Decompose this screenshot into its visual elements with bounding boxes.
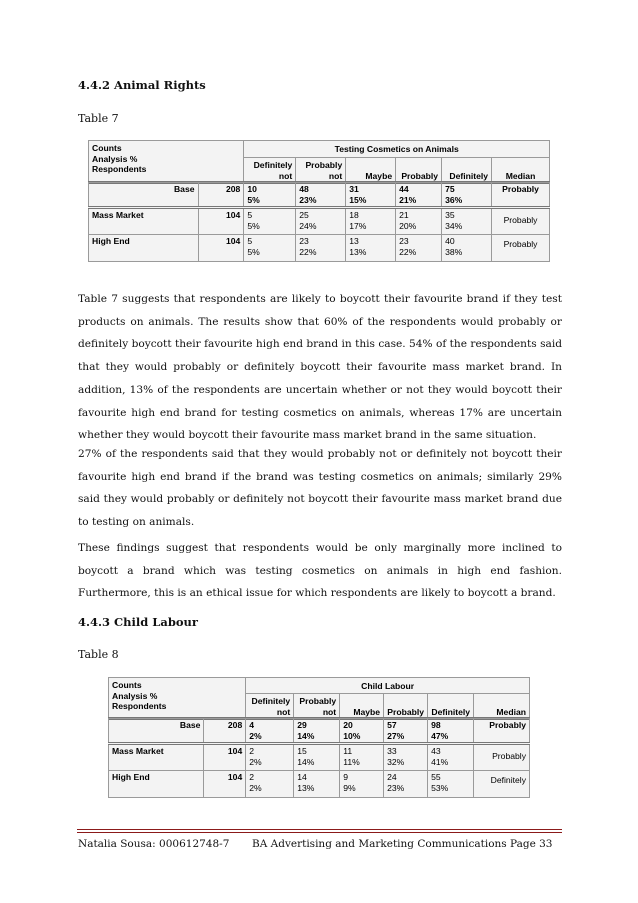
cell: 35 34% (442, 208, 492, 235)
row-total: 104 (204, 771, 246, 798)
cell: 33 32% (384, 744, 428, 771)
cell: 10 5% (244, 183, 296, 208)
cell: 5 5% (244, 235, 296, 262)
table-animal-rights (88, 140, 550, 262)
cell: 13 13% (346, 235, 396, 262)
row-total: 208 (198, 183, 244, 208)
footer-author: Natalia Sousa: 000612748-7 (78, 838, 230, 850)
row-label: Base (89, 183, 199, 208)
row-label: Mass Market (109, 744, 204, 771)
cell: 43 41% (428, 744, 474, 771)
cell: 57 27% (384, 719, 428, 744)
row-label: Mass Market (89, 208, 199, 235)
cell: 48 23% (296, 183, 346, 208)
col-header-maybe: Maybe (340, 694, 384, 719)
cell: 4 2% (246, 719, 294, 744)
row-total: 104 (204, 744, 246, 771)
cell: 98 47% (428, 719, 474, 744)
col-header-definitely-not: Definitely not (246, 694, 294, 719)
row-total: 104 (198, 235, 244, 262)
group-header: Testing Cosmetics on Animals (244, 141, 550, 158)
cell: 14 13% (294, 771, 340, 798)
cell: 2 2% (246, 744, 294, 771)
paragraph-1: Table 7 suggests that respondents are likely to boycott their favourite brand if they test products on animals. The results show that 60% of the respondents would probably or definitely boycott their favourite high end brand in this case. 54% of the respondents said that they would probably or definitely boycott their favourite mass market brand. In addition, 13% of the respondents are uncertain whether or not they would boycott their favourite high end brand for testing cosmetics on animals, whereas 17% are uncertain whether they would boycott their favourite mass market brand in the same situation. (78, 293, 562, 442)
col-header-definitely: Definitely (428, 694, 474, 719)
row-median: Definitely (474, 771, 530, 798)
table-child-labour (108, 677, 530, 798)
table-row (109, 744, 530, 771)
footer-rule (77, 832, 562, 833)
group-header: Child Labour (246, 678, 530, 694)
col-header-definitely: Definitely (442, 158, 492, 183)
footer-page-number: Page 33 (510, 838, 553, 850)
cell: 9 9% (340, 771, 384, 798)
table-caption-8: Table 8 (78, 648, 119, 661)
table-row (109, 719, 530, 744)
cell: 21 20% (396, 208, 442, 235)
paragraph-2: 27% of the respondents said that they would probably not or definitely not boycott their favourite high end brand if the brand was testing cosmetics on animals; similarly 29% said they would probably or definitely not boycott their favourite mass market brand due to testing on animals. (78, 448, 562, 529)
section-heading-animal-rights: 4.4.2 Animal Rights (78, 78, 206, 92)
cell: 23 22% (296, 235, 346, 262)
col-header-probably-not: Probably not (296, 158, 346, 183)
footer-course: BA Advertising and Marketing Communications (252, 838, 507, 850)
cell: 44 21% (396, 183, 442, 208)
row-label: High End (89, 235, 199, 262)
table-caption-7: Table 7 (78, 112, 119, 125)
cell: 5 5% (244, 208, 296, 235)
cell: 15 14% (294, 744, 340, 771)
cell: 55 53% (428, 771, 474, 798)
cell: 2 2% (246, 771, 294, 798)
cell: 29 14% (294, 719, 340, 744)
col-header-maybe: Maybe (346, 158, 396, 183)
cell: 24 23% (384, 771, 428, 798)
cell: 18 17% (346, 208, 396, 235)
table-corner: Counts Analysis % Respondents (109, 678, 246, 719)
footer-rule (77, 829, 562, 830)
cell: 11 11% (340, 744, 384, 771)
col-header-median: Median (474, 694, 530, 719)
row-label: High End (109, 771, 204, 798)
row-total: 208 (204, 719, 246, 744)
cell: 23 22% (396, 235, 442, 262)
row-median: Probably (474, 744, 530, 771)
col-header-probably: Probably (384, 694, 428, 719)
col-header-probably-not: Probably not (294, 694, 340, 719)
row-median: Probably (474, 719, 530, 744)
row-median: Probably (492, 183, 550, 208)
cell: 31 15% (346, 183, 396, 208)
col-header-definitely-not: Definitely not (244, 158, 296, 183)
table-row (89, 208, 550, 235)
row-median: Probably (492, 208, 550, 235)
row-label: Base (109, 719, 204, 744)
cell: 25 24% (296, 208, 346, 235)
col-header-median: Median (492, 158, 550, 183)
table-row (109, 771, 530, 798)
table-row (89, 235, 550, 262)
cell: 75 36% (442, 183, 492, 208)
cell: 40 38% (442, 235, 492, 262)
row-median: Probably (492, 235, 550, 262)
col-header-probably: Probably (396, 158, 442, 183)
section-heading-child-labour: 4.4.3 Child Labour (78, 615, 198, 629)
table-corner: Counts Analysis % Respondents (89, 141, 244, 183)
paragraph-3: These findings suggest that respondents would be only marginally more inclined to boycott a brand which was testing cosmetics on animals in high end fashion. Furthermore, this is an ethical issue for which respondents are likely to boycott a brand. (78, 542, 562, 600)
row-total: 104 (198, 208, 244, 235)
cell: 20 10% (340, 719, 384, 744)
table-row (89, 183, 550, 208)
